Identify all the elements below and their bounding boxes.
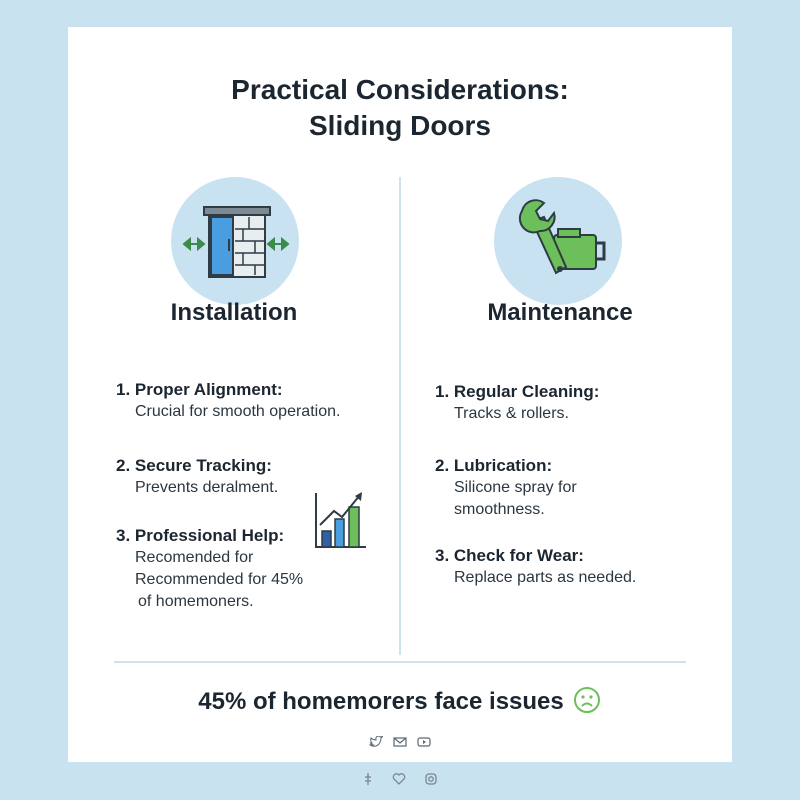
title-line-2: Sliding Doors xyxy=(309,110,491,141)
wrench-oil-can-icon xyxy=(494,177,622,305)
item-title: 2. Secure Tracking: xyxy=(116,456,272,475)
item-desc: Recomended for xyxy=(135,549,254,566)
maintenance-item-1 xyxy=(435,381,599,425)
instagram-icon[interactable] xyxy=(424,772,438,791)
social-icons xyxy=(68,735,732,753)
item-desc: Tracks & rollers. xyxy=(454,405,569,422)
item-desc: Recommended for 45% xyxy=(135,571,304,588)
title-line-1: Practical Considerations: xyxy=(231,74,569,105)
installation-item-3 xyxy=(116,525,303,613)
maintenance-item-2 xyxy=(435,455,577,521)
item-title: 3. Professional Help: xyxy=(116,526,285,545)
bar-chart-growth-icon xyxy=(312,489,368,556)
item-desc: Crucial for smooth operation. xyxy=(135,403,341,420)
page-title xyxy=(68,72,732,144)
item-desc: Prevents deralment. xyxy=(135,479,279,496)
item-title: 2. Lubrication: xyxy=(435,456,553,475)
maintenance-heading: Maintenance xyxy=(487,299,633,326)
sad-face-icon xyxy=(572,685,602,722)
bottom-icons xyxy=(0,772,800,791)
item-desc: Replace parts as needed. xyxy=(454,569,637,586)
installation-item-1 xyxy=(116,379,340,423)
maintenance-item-3 xyxy=(435,545,636,589)
installation-heading: Installation xyxy=(170,299,298,326)
footer-stat xyxy=(68,685,732,722)
vertical-divider xyxy=(399,177,401,655)
installation-item-2 xyxy=(116,455,278,499)
share-icon[interactable] xyxy=(362,772,374,791)
heart-icon[interactable] xyxy=(392,772,406,791)
item-title: 3. Check for Wear: xyxy=(435,546,584,565)
mail-icon[interactable] xyxy=(393,735,407,753)
item-desc: smoothness. xyxy=(454,501,545,518)
infographic-card xyxy=(68,27,732,762)
sliding-door-icon xyxy=(171,177,299,305)
item-title: 1. Proper Alignment: xyxy=(116,380,283,399)
footer-stat-text: 45% of homemorers face issues xyxy=(198,688,564,715)
item-desc: of homemoners. xyxy=(138,593,254,610)
item-title: 1. Regular Cleaning: xyxy=(435,382,600,401)
twitter-icon[interactable] xyxy=(369,735,383,753)
item-desc: Silicone spray for xyxy=(454,479,577,496)
youtube-icon[interactable] xyxy=(417,735,431,753)
horizontal-divider xyxy=(114,661,686,663)
